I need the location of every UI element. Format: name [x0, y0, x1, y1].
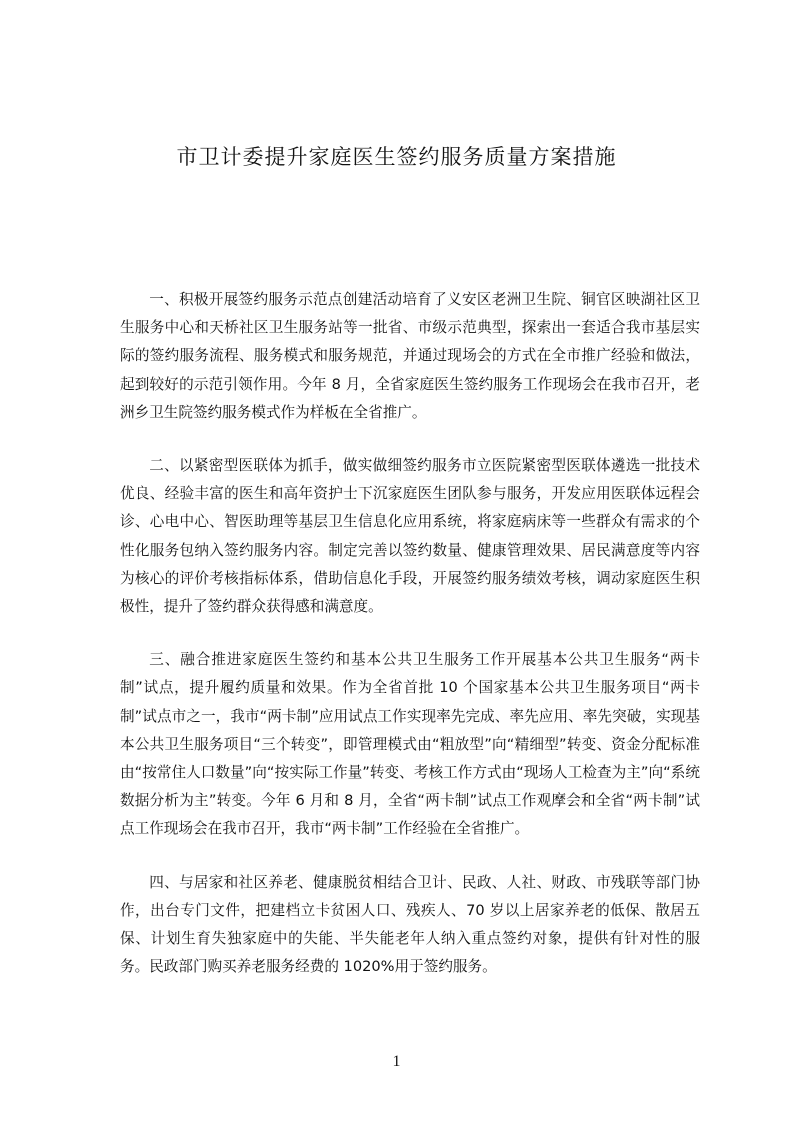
paragraph-3: 三、融合推进家庭医生签约和基本公共卫生服务工作开展基本公共卫生服务“两卡制”试点，提升履约质量和效果。作为全省首批 10 个国家基本公共卫生服务项目“两卡制”试点市之一，我市“两卡制”应用试点工作实现率先完成、率先应用、率先突破，实现基本公共卫生服务项目“三个转变”，即管理模式由“粗放型”向“精细型”转变、资金分配标准由“按常住人口数量”向“按实际工作量”转变、考核工作方式由“现场人工检查为主”向“系统数据分析为主”转变。今年 6 月和 8 月，全省“两卡制”试点工作观摩会和全省“两卡制”试点工作现场会在我市召开，我市“两卡制”工作经验在全省推广。: [120, 651, 700, 838]
paragraph-4: 四、与居家和社区养老、健康脱贫相结合卫计、民政、人社、财政、市残联等部门协作，出台专门文件，把建档立卡贫困人口、残疾人、70 岁以上居家养老的低保、散居五保、计划生育失独家庭中的失能、半失能老年人纳入重点签约对象，提供有针对性的服务。民政部门购买养老服务经费的 1020%用于签约服务。: [120, 873, 700, 976]
document-body: [120, 286, 700, 1006]
page-number: 1: [392, 1053, 401, 1070]
paragraph-2: 二、以紧密型医联体为抓手，做实做细签约服务市立医院紧密型医联体遴选一批技术优良、经验丰富的医生和高年资护士下沉家庭医生团队参与服务，开发应用医联体远程会诊、心电中心、智医助理等基层卫生信息化应用系统，将家庭病床等一些群众有需求的个性化服务包纳入签约服务内容。制定完善以签约数量、健康管理效果、居民满意度等内容为核心的评价考核指标体系，借助信息化手段，开展签约服务绩效考核，调动家庭医生积极性，提升了签约群众获得感和满意度。: [120, 457, 700, 616]
document-title: 市卫计委提升家庭医生签约服务质量方案措施: [176, 145, 617, 169]
paragraph-1: 一、积极开展签约服务示范点创建活动培育了义安区老洲卫生院、铜官区映湖社区卫生服务中心和天桥社区卫生服务站等一批省、市级示范典型，探索出一套适合我市基层实际的签约服务流程、服务模式和服务规范，并通过现场会的方式在全市推广经验和做法，起到较好的示范引领作用。今年 8 月，全省家庭医生签约服务工作现场会在我市召开，老洲乡卫生院签约服务模式作为样板在全省推广。: [120, 291, 700, 421]
